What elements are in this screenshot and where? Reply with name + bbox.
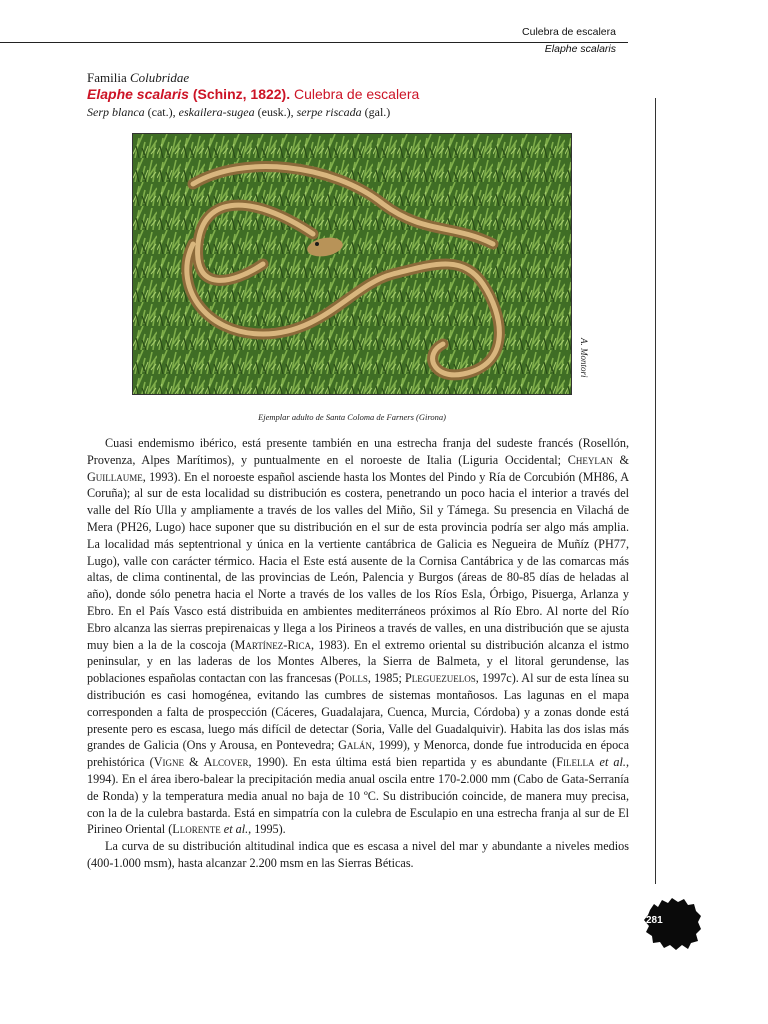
margin-rule [655, 98, 656, 884]
page-number: 281 [646, 915, 663, 926]
text-run: , 1995). [248, 822, 286, 837]
text-run: , 1990). En esta última está bien repartida y es abundante ( [248, 755, 557, 770]
author-citation: Cheylan [567, 452, 613, 467]
photo-credit [575, 338, 615, 378]
et-al: et al. [594, 755, 626, 770]
author-citation: Vigne [153, 755, 184, 770]
et-al: et al. [220, 822, 249, 837]
vernacular-name: Serp blanca [87, 105, 145, 119]
species-common-name: Culebra de escalera [294, 86, 420, 102]
species-authority: (Schinz, 1822). [192, 86, 291, 102]
page-number-badge [644, 896, 702, 950]
header-rule [0, 42, 628, 43]
vernacular-lang: (cat.), [144, 105, 179, 119]
running-header-subtitle: Elaphe scalaris [544, 43, 616, 55]
vernacular-lang: (gal.) [361, 105, 391, 119]
species-scientific-name: Elaphe scalaris [87, 86, 189, 102]
body-paragraph-1 [87, 435, 629, 838]
author-citation: Guillaume [87, 469, 143, 484]
family-name: Colubridae [129, 70, 190, 85]
running-header-title: Culebra de escalera [522, 26, 616, 38]
author-citation: Pleguezuelos [404, 671, 476, 686]
body-text [87, 435, 629, 872]
text-run: , 1993). En el noroeste español asciende hasta los Montes del Pindo y Ría de Corcubión (MH86, A Coruña); al sur de esta localidad su distribución es costera, penetrando un poco hacia el interior a través del valle del Río Ulla y ampliamente a través de los valles del Miño, Sil y Támega. Su presencia en Vilachá de Mera (PH26, Lugo) hace suponer que su distribución en el sur de esta provincia podría ser algo más amplia. La localidad más septentrional y única en la vertiente cantábrica de Galicia es Negueira de Muñíz (PH77, Lugo), valle con carácter térmico. Hacia el Este está ausente de la Cornisa Cantábrica y de las comarcas más altas, de clima continental, de las provincias de León, Palencia y Burgos (áreas de 80-85 días de heladas al año), donde sólo penetra hacia el Norte a través de los valles de los Ríos Esla, Órbigo, Pisuerga, Arlanza y Ebro. En el País Vasco está distribuida en ambientes mediterráneos próximos al Río Ebro. Al norte del Río Ebro alcanza las sierras prepirenaicas y llega a los Pirineos a través de valles, en una distribución que se ajusta muy bien a la de la coscoja ( [87, 469, 629, 652]
photo-caption: Ejemplar adulto de Santa Coloma de Farners (Girona) [258, 412, 446, 422]
photo-credit-text: A. Montori [579, 338, 589, 378]
author-citation: Alcover [203, 755, 249, 770]
snake-photo [132, 133, 572, 395]
body-paragraph-2: La curva de su distribución altitudinal indica que es escasa a nivel del mar y abundante a niveles medios (400-1.000 msm), hasta alcanzar 2.200 msm en las Sierras Béticas. [87, 839, 629, 870]
text-run: & [612, 452, 629, 467]
vernacular-name: eskailera-sugea [178, 105, 255, 119]
text-run: , 1983). En el extremo oriental su distribución alcanza el istmo peninsular, y en las laderas de los Montes Alberes, la Sierra de Balmeta, y el litoral gerundense, las poblaciones españolas contactan con las francesas ( [87, 637, 629, 686]
text-run: , 1994). En el área ibero-balear la precipitación media anual oscila entre 170-2.000 mm (Cabo de Gata-Serranía de Ronda) y la temperatura media anual no baja de 10 ºC. Su distribución coincide, de manera muy precisa, con la de la culebra bastarda. Está en simpatría con la culebra de Esculapio en una estrecha franja al sur de El Pirineo Oriental ( [87, 755, 629, 837]
text-run: , 1985; [367, 671, 405, 686]
vernacular-name: serpe riscada [296, 105, 362, 119]
family-line [87, 70, 189, 86]
vernacular-lang: (eusk.), [254, 105, 297, 119]
family-label: Familia [87, 70, 127, 85]
text-run: & [183, 755, 204, 770]
vernacular-names [87, 105, 390, 120]
text-run: Cuasi endemismo ibérico, está presente también en una estrecha franja del sudeste francés (Rosellón, Provenza, Alpes Marítimos), y puntualmente en el noroeste de Italia (Liguria Occidental; [87, 436, 629, 467]
author-citation: Galán [338, 738, 372, 753]
text-run: , 1997c). Al sur de esta línea su distribución es casi homogénea, evitando las cumbres de sistemas montañosos. Las lagunas en el mapa corresponden a falta de prospección (Cáceres, Guadalajara, Cuenca, Murcia, Córdoba) y a zonas donde está presente pero es escasa, luego más difícil de detectar (Soria, Valle del Guadalquivir). Habita las dos islas más grandes de Galicia (Ons y Arousa, en Pontevedra; [87, 671, 629, 753]
author-citation: Polls [338, 671, 368, 686]
author-citation: Filella [556, 755, 595, 770]
species-heading [87, 86, 419, 102]
author-citation: Martínez-Rica [234, 637, 311, 652]
author-citation: Llorente [172, 822, 221, 837]
text-run: , 1999), y Menorca, donde fue introducida en época prehistórica ( [87, 738, 630, 770]
